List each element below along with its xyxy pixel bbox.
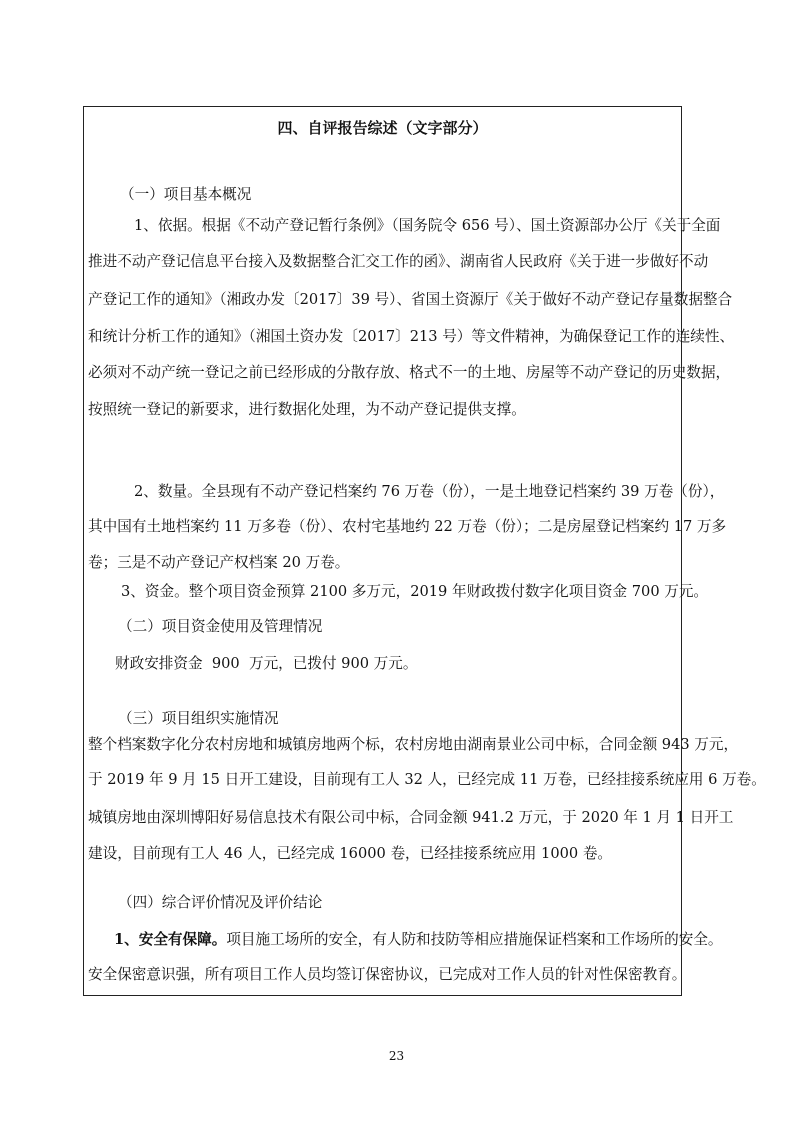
basis-line-5: 必须对不动产统一登记之前已经形成的分散存放、格式不一的土地、房屋等不动产登记的历史数据， <box>88 364 731 381</box>
basis-line-3: 产登记工作的通知》（湘政办发〔2017〕39 号）、省国土资源厅《关于做好不动产登记存量数据整合 <box>88 291 733 308</box>
quantity-line-1: 2、数量。全县现有不动产登记档案约 76 万卷（份），一是土地登记档案约 39 万卷（份）， <box>134 483 725 500</box>
implementation-line-4: 建设，目前现有工人 46 人，已经完成 16000 卷，已经挂接系统应用 1000 卷。 <box>88 845 613 862</box>
quantity-line-2: 其中国有土地档案约 11 万多卷（份）、农村宅基地约 22 万卷（份）；二是房屋登记档案约 17 万多 <box>88 518 727 535</box>
page-title: 四、自评报告综述（文字部分） <box>277 119 488 137</box>
section-4-heading: （四）综合评价情况及评价结论 <box>118 894 323 911</box>
quantity-line-3: 卷；三是不动产登记产权档案 20 万卷。 <box>88 554 350 571</box>
implementation-line-1: 整个档案数字化分农村房地和城镇房地两个标，农村房地由湖南景业公司中标，合同金额 943 万元， <box>88 736 739 753</box>
basis-line-1: 1、依据。根据《不动产登记暂行条例》（国务院令 656 号）、国土资源部办公厅《关于全面 <box>134 217 721 234</box>
funding-line: 3、资金。整个项目资金预算 2100 多万元，2019 年财政拨付数字化项目资金 700 万元。 <box>121 583 709 600</box>
implementation-line-2: 于 2019 年 9 月 15 日开工建设，目前现有工人 32 人，已经完成 11 万卷，已经挂接系统应用 6 万卷。 <box>88 771 766 788</box>
basis-line-2: 推进不动产登记信息平台接入及数据整合汇交工作的函》、湖南省人民政府《关于进一步做好不动 <box>88 253 709 270</box>
conclusion-line-2: 安全保密意识强，所有项目工作人员均签订保密协议，已完成对工作人员的针对性保密教育。 <box>88 966 687 983</box>
conclusion-text-1: 项目施工场所的安全，有人防和技防等相应措施保证档案和工作场所的安全。 <box>226 931 723 948</box>
section-3-heading: （三）项目组织实施情况 <box>118 710 279 727</box>
conclusion-line-1 <box>114 931 723 949</box>
conclusion-bold-lead: 1、安全有保障。 <box>114 931 227 948</box>
basis-line-6: 按照统一登记的新要求，进行数据化处理，为不动产登记提供支撑。 <box>88 401 526 418</box>
section-2-text: 财政安排资金 900 万元，已拨付 900 万元。 <box>115 655 418 672</box>
implementation-line-3: 城镇房地由深圳博阳好易信息技术有限公司中标，合同金额 941.2 万元，于 2020 年 1 月 1 日开工 <box>88 809 734 826</box>
section-2-heading: （二）项目资金使用及管理情况 <box>118 618 323 635</box>
page-number: 23 <box>388 1049 405 1063</box>
section-1-heading: （一）项目基本概况 <box>120 186 252 203</box>
basis-line-4: 和统计分析工作的通知》（湘国土资办发〔2017〕213 号）等文件精神，为确保登记工作的连续性、 <box>88 328 735 345</box>
